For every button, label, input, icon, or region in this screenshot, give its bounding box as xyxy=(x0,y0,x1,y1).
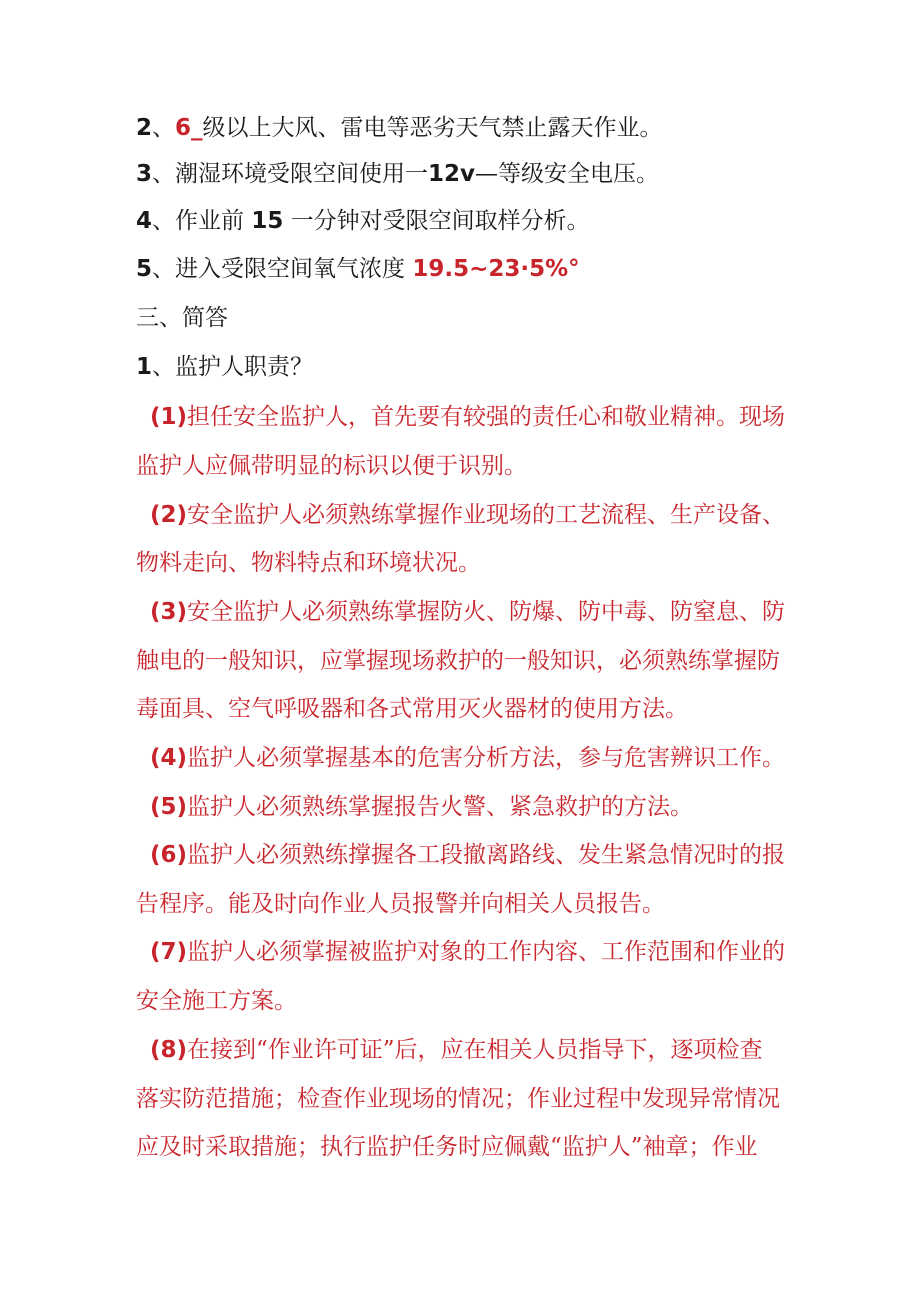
item-text: —等级安全电压。 xyxy=(475,161,660,187)
answer-8-line-2: 落实防范措施；检查作业现场的情况；作业过程中发现异常情况 xyxy=(136,1086,780,1112)
answer-blank: 15 xyxy=(251,208,284,234)
item-number: 2 xyxy=(136,115,153,141)
answer-text: 安全监护人必须熟练掌握防火、防爆、防中毒、防窒息、防 xyxy=(187,599,786,625)
answer-7-line-2: 安全施工方案。 xyxy=(136,988,297,1014)
answer-label: (1) xyxy=(150,404,188,430)
answer-text: 在接到“作业许可证”后，应在相关人员指导下，逐项检查 xyxy=(187,1037,763,1063)
item-separator: 、 xyxy=(152,208,176,234)
answer-blank: 19.5~23·5%° xyxy=(412,256,580,282)
answer-4-line-1 xyxy=(150,743,810,773)
item-separator: 、 xyxy=(152,115,176,141)
answer-label: (2) xyxy=(150,502,188,528)
answer-text: 监护人必须掌握基本的危害分析方法，参与危害辨识工作。 xyxy=(187,745,786,771)
answer-7-line-1 xyxy=(150,937,810,967)
answer-label: (5) xyxy=(150,794,188,820)
item-number: 5 xyxy=(136,256,153,282)
answer-blank: 12v xyxy=(428,161,476,187)
item-separator: 、 xyxy=(152,256,176,282)
fill-in-item-5 xyxy=(136,254,796,284)
item-text: 级以上大风、雷电等恶劣天气禁止露天作业。 xyxy=(202,115,663,141)
item-text: 进入受限空间氧气浓度 xyxy=(175,256,406,282)
answer-label: (8) xyxy=(150,1037,188,1063)
question-text: 、监护人职责？ xyxy=(152,354,314,380)
answer-1-line-2: 监护人应佩带明显的标识以便于识别。 xyxy=(136,453,527,479)
item-text: 一分钟对受限空间取样分析。 xyxy=(290,208,590,234)
answer-3-line-3: 毒面具、空气呼吸器和各式常用灭火器材的使用方法。 xyxy=(136,696,688,722)
answer-2-line-2: 物料走向、物料特点和环境状况。 xyxy=(136,550,481,576)
answer-blank: 6_ xyxy=(175,115,203,141)
fill-in-item-3 xyxy=(136,159,796,189)
answer-8-line-3: 应及时采取措施；执行监护任务时应佩戴“监护人”袖章；作业 xyxy=(136,1134,758,1160)
answer-text: 监护人必须熟练撑握各工段撤离路线、发生紧急情况时的报 xyxy=(187,842,786,868)
question-number: 1 xyxy=(136,354,153,380)
answer-label: (6) xyxy=(150,842,188,868)
item-text: 潮湿环境受限空间使用一 xyxy=(175,161,429,187)
fill-in-item-4 xyxy=(136,206,796,236)
answer-8-line-1 xyxy=(150,1035,810,1065)
answer-5-line-1 xyxy=(150,792,810,822)
answer-3-line-2: 触电的一般知识，应掌握现场救护的一般知识，必须熟练掌握防 xyxy=(136,648,780,674)
fill-in-item-2 xyxy=(136,113,796,143)
answer-label: (7) xyxy=(150,939,188,965)
section-title: 三、简答 xyxy=(136,305,228,331)
answer-6-line-2: 告程序。能及时向作业人员报警并向相关人员报告。 xyxy=(136,891,665,917)
answer-text: 监护人必须熟练掌握报告火警、紧急救护的方法。 xyxy=(187,794,694,820)
answer-text: 安全监护人必须熟练掌握作业现场的工艺流程、生产设备、 xyxy=(187,502,786,528)
answer-3-line-1 xyxy=(150,597,810,627)
answer-text: 担任安全监护人，首先要有较强的责任心和敬业精神。现场 xyxy=(187,404,786,430)
answer-label: (4) xyxy=(150,745,188,771)
question xyxy=(136,352,796,382)
answer-1-line-1 xyxy=(150,402,810,432)
answer-6-line-1 xyxy=(150,840,810,870)
item-separator: 、 xyxy=(152,161,176,187)
answer-2-line-1 xyxy=(150,500,810,530)
item-text: 作业前 xyxy=(175,208,245,234)
answer-text: 监护人必须掌握被监护对象的工作内容、工作范围和作业的 xyxy=(187,939,786,965)
item-number: 4 xyxy=(136,208,153,234)
answer-label: (3) xyxy=(150,599,188,625)
item-number: 3 xyxy=(136,161,153,187)
